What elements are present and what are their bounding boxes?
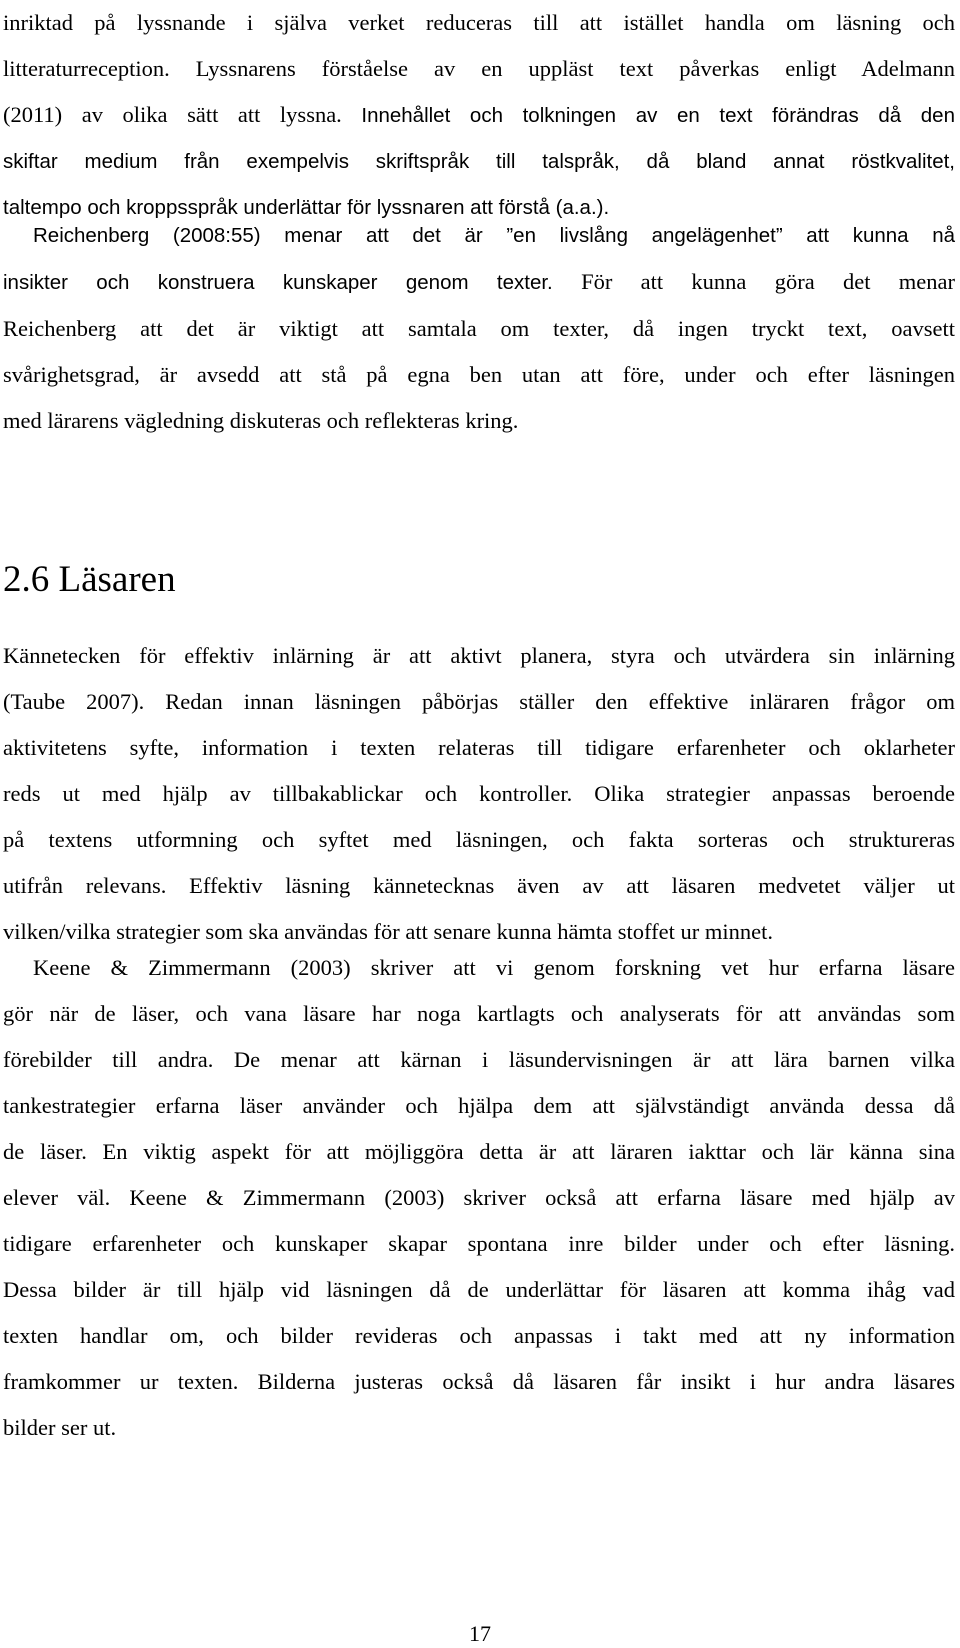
paragraph-keene-zimmermann [3, 991, 955, 1451]
text-segment: För att kunna göra det menar [581, 269, 955, 294]
text-segment: Redan innan läsningen påbörjas ställer den effektive inläraren frågor om [165, 689, 956, 714]
text-line: taltempo och kroppsspråk underlättar för lyssnaren att förstå (a.a.). [3, 196, 610, 219]
text-line: förebilder till andra. De menar att kärnan i läsundervisningen är att lära barnen vilka [3, 1047, 955, 1072]
text-line: Keene & Zimmermann (2003) skriver att vi genom forskning vet hur erfarna läsare [33, 955, 955, 980]
text-line: Reichenberg att det är viktigt att samtala om texter, då ingen tryckt text, oavsett [3, 316, 955, 341]
text-line: reds ut med hjälp av tillbakablickar och kontroller. Olika strategier anpassas beroende [3, 781, 955, 806]
text-line: Reichenberg (2008:55) menar att det är ”en livslång angelägenhet” att kunna nå [33, 224, 955, 247]
page-number: 17 [469, 1621, 491, 1646]
text-line: aktivitetens syfte, information i texten relateras till tidigare erfarenheter och oklarheter [3, 735, 955, 760]
text-segment: (Taube 2007). [3, 689, 166, 714]
text-line: de läser. En viktig aspekt för att möjliggöra detta är att läraren iakttar och lär känna sina [3, 1139, 955, 1164]
text-line [3, 92, 955, 139]
text-line [3, 259, 955, 306]
text-line: gör när de läser, och vana läsare har noga kartlagts och analyserats för att användas som [3, 1001, 955, 1026]
paragraph-reichenberg-cont [3, 259, 955, 444]
text-line: vilken/vilka strategier som ska användas för att senare kunna hämta stoffet ur minnet. [3, 919, 773, 944]
section-heading: 2.6 Läsaren [3, 559, 176, 600]
text-line: Dessa bilder är till hjälp vid läsningen då de underlättar för läsaren att komma ihåg vad [3, 1277, 955, 1302]
text-line: texten handlar om, och bilder revideras och anpassas i takt med att ny information [3, 1323, 955, 1348]
text-line: elever väl. Keene & Zimmermann (2003) skriver också att erfarna läsare med hjälp av [3, 1185, 955, 1210]
text-line: svårighetsgrad, är avsedd att stå på egna ben utan att före, under och efter läsningen [3, 362, 955, 387]
text-line: skiftar medium från exempelvis skriftspråk till talspråk, då bland annat röstkvalitet, [3, 150, 955, 173]
text-line: tidigare erfarenheter och kunskaper skapar spontana inre bilder under och efter läsning. [3, 1231, 955, 1256]
text-segment: Innehållet och tolkningen av en text förändras då den [361, 104, 955, 127]
paragraph-keene-first-line [33, 945, 955, 991]
text-line: tankestrategier erfarna läser använder och hjälpa dem att självständigt använda dessa då [3, 1093, 955, 1118]
text-segment: (2011) av olika sätt att lyssna. [3, 102, 362, 127]
text-line [3, 679, 955, 725]
text-line: på textens utformning och syftet med läsningen, och fakta sorteras och struktureras [3, 827, 955, 852]
text-line: med lärarens vägledning diskuteras och reflekteras kring. [3, 408, 519, 433]
text-segment: insikter och konstruera kunskaper genom texter. [3, 271, 582, 294]
text-line: inriktad på lyssnande i själva verket reduceras till att istället handla om läsning och [3, 10, 955, 35]
paragraph-listening [3, 0, 955, 231]
text-line: framkommer ur texten. Bilderna justeras också då läsaren får insikt i hur andra läsares [3, 1369, 955, 1394]
paragraph-effective-learning [3, 633, 955, 955]
text-line: litteraturreception. Lyssnarens förståelse av en uppläst text påverkas enligt Adelmann [3, 56, 955, 81]
paragraph-reichenberg [33, 213, 955, 259]
text-line: bilder ser ut. [3, 1415, 117, 1440]
text-line: utifrån relevans. Effektiv läsning kännetecknas även av att läsaren medvetet väljer ut [3, 873, 955, 898]
text-line: Kännetecken för effektiv inlärning är att aktivt planera, styra och utvärdera sin inlärning [3, 643, 955, 668]
